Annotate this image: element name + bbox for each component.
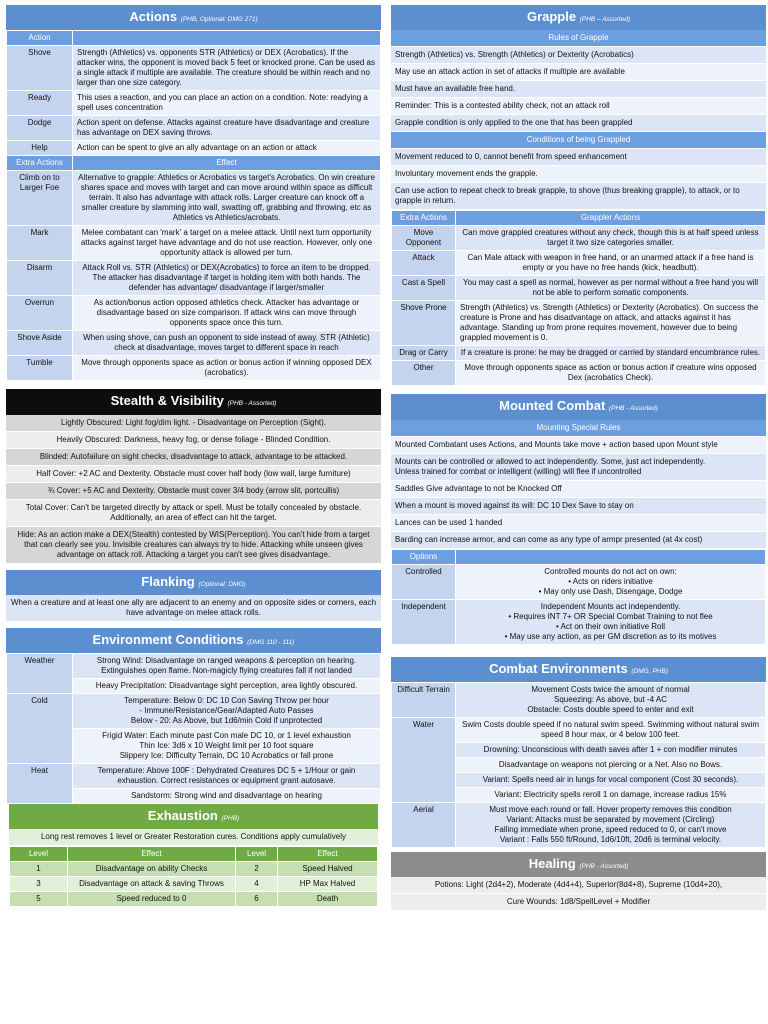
env-desc: Variant: Spells need air in lungs for vocal component (Cost 30 seconds). <box>456 772 766 787</box>
list-item: • May use any action, as per GM discretion as to its motives <box>460 632 761 642</box>
grapple-action-name: Shove Prone <box>392 301 456 346</box>
list-item: Mounted Combatant uses Actions, and Mounts take move + action based upon Mount style <box>391 437 766 454</box>
actions-header-action: Action <box>7 31 73 46</box>
table-row <box>392 251 766 276</box>
effect-cell: Speed reduced to 0 <box>68 892 236 907</box>
list-item: Lightly Obscured: Light fog/dim light. - Disadvantage on Perception (Sight). <box>6 415 381 432</box>
left-column <box>6 5 381 907</box>
stealth-section <box>6 389 381 563</box>
flanking-section <box>6 570 381 622</box>
env-desc: Frigid Water: Each minute past Con male DC 10, or 1 level exhaustion Thin Ice: 3d6 x 10 Weight limit per 10 foot square Slippery Ice: Difficulty Terrain, DC 10 Acrobatics or fall prone <box>73 729 381 764</box>
environment-table <box>6 653 381 804</box>
list-item: • Acts on riders initiative <box>460 577 761 587</box>
mounted-options-table <box>391 549 766 645</box>
combat-env-title: Combat Environments (DMG, PHB) <box>391 657 766 682</box>
table-row <box>392 226 766 251</box>
table-row <box>7 141 381 156</box>
effect-cell: Disadvantage on attack & saving Throws <box>68 877 236 892</box>
mounted-section <box>391 394 766 644</box>
list-item: Half Cover: +2 AC and Dexterity. Obstacle must cover half body (low wall, large furniture) <box>6 466 381 483</box>
grapple-rules-header: Rules of Grapple <box>391 30 766 47</box>
list-item: Blinded: Autofailure on sight checks, disadvantage to attack, advantage to be attacked. <box>6 449 381 466</box>
action-desc: Strength (Athletics) vs. opponents STR (Athletics) or DEX (Acrobatics). If the attacker wins, the opponent is moved back 5 feet or knocked prone. Can be used as a single attack if multiple are available. The creature should be within reach and no larger than one size category. <box>73 46 381 91</box>
table-row <box>392 564 766 599</box>
grapple-title: Grapple (PHB – Assorted) <box>391 5 766 30</box>
table-row <box>7 764 381 789</box>
env-desc: Swim Costs double speed if no natural swim speed. Swimming without natural swim speed 8 hour max, or 4 below 100 feet. <box>456 717 766 742</box>
effect-header: Effect <box>278 847 378 862</box>
option-lead: Controlled mounts do not act on own: <box>544 566 677 576</box>
effect-cell: Death <box>278 892 378 907</box>
list-item: Movement reduced to 0, cannot benefit from speed enhancement <box>391 149 766 166</box>
env-name: Cold <box>7 694 73 764</box>
table-row <box>10 892 378 907</box>
environment-section <box>6 628 381 804</box>
actions-title: Actions (PHB, Optional: DMG 271) <box>6 5 381 30</box>
actions-header-empty <box>73 31 381 46</box>
grapple-action-name: Other <box>392 361 456 386</box>
grapple-action-desc: Move through opponents space as action or bonus action if creature wins opposed Dex (acrobatics Check). <box>456 361 766 386</box>
effect-header: Effect <box>73 156 381 171</box>
extra-action-desc: As action/bonus action opposed athletics check. Attacker has advantage or disadvantage based on size comparison. If attack wins can move through opponents space once this turn. <box>73 296 381 331</box>
extra-action-desc: Move through opponents space as action or bonus action if winning opposed DEX (acrobatics). <box>73 356 381 381</box>
stealth-title: Stealth & Visibility (PHB - Assorted) <box>6 389 381 414</box>
table-row <box>392 717 766 742</box>
effect-header: Effect <box>68 847 236 862</box>
list-item: Hide: As an action make a DEX(Stealth) contested by WIS(Perception). You can't hide from a target that can clearly see you. Invisible creatures can always try to hide. Attacking while unseen gives advantage on attack roll. Attacking a target you can't see gives disadvantage. <box>6 527 381 564</box>
option-list <box>460 612 761 642</box>
env-desc: Variant: Electricity spells reroll 1 on damage, increase radius 15% <box>456 787 766 802</box>
table-row <box>392 599 766 644</box>
exhaustion-section <box>6 804 381 907</box>
option-desc <box>456 599 766 644</box>
list-item: • Act on their own initiative Roll <box>460 622 761 632</box>
options-header: Options <box>392 549 456 564</box>
extra-action-name: Disarm <box>7 261 73 296</box>
right-column <box>391 5 766 911</box>
action-name: Dodge <box>7 116 73 141</box>
extra-action-desc: Alternative to grapple: Athletics or Acrobatics vs target's Acrobatics. On win creature shares space and moves with target and can move around within space as difficult terrain. It also has advantage with attack rolls. Larger creature can knock off a smaller creature by slamming into wall, swatting off, grabbing and throwing, etc as Athletics vs Athletics/acrobats. <box>73 171 381 226</box>
list-item: • Requires INT 7+ OR Special Combat Training to not flee <box>460 612 761 622</box>
level-cell: 6 <box>236 892 278 907</box>
grapple-action-name: Attack <box>392 251 456 276</box>
combat-env-section <box>391 657 766 848</box>
list-item: Saddles Give advantage to not be Knocked Off <box>391 481 766 498</box>
level-cell: 2 <box>236 862 278 877</box>
table-row <box>7 116 381 141</box>
table-row <box>392 276 766 301</box>
extra-action-name: Tumble <box>7 356 73 381</box>
table-row <box>10 862 378 877</box>
extra-action-name: Climb on to Larger Foe <box>7 171 73 226</box>
table-row <box>7 91 381 116</box>
grapple-action-desc: If a creature is prone: he may be dragged or carried by standard encumbrance rules. <box>456 346 766 361</box>
list-item: Cure Wounds: 1d8/SpellLevel + Modifier <box>391 894 766 911</box>
list-item: Barding can increase armor, and can come as any type of armpr presented (at 4x cost) <box>391 532 766 549</box>
option-lead: Independent Mounts act independently. <box>540 601 681 611</box>
env-desc: Heavy Precipitation: Disadvantage sight perception, area lightly obscured. <box>73 679 381 694</box>
list-item: Reminder: This is a contested ability check, not an attack roll <box>391 98 766 115</box>
list-item: Total Cover: Can't be targeted directly by attack or spell. Must be totally concealed by obstacle. Additionally, an area of effect can hit the target. <box>6 500 381 527</box>
mounted-title: Mounted Combat (PHB - Assorted) <box>391 394 766 419</box>
extra-action-name: Overrun <box>7 296 73 331</box>
list-item: Involuntary movement ends the grapple. <box>391 166 766 183</box>
option-list <box>460 577 761 597</box>
list-item: Potions: Light (2d4+2), Moderate (4d4+4), Superior(8d4+8), Supreme (10d4+20), <box>391 877 766 894</box>
list-item: ¾ Cover: +5 AC and Dexterity. Obstacle must cover 3/4 body (arrow slit, portcullis) <box>6 483 381 500</box>
table-row <box>7 171 381 226</box>
action-name: Shove <box>7 46 73 91</box>
action-name: Help <box>7 141 73 156</box>
action-desc: Action can be spent to give an ally advantage on an action or attack <box>73 141 381 156</box>
healing-title: Healing (PHB - Assorted) <box>391 852 766 877</box>
table-row <box>392 346 766 361</box>
list-item: Mounts can be controlled or allowed to act independently. Some, just act independently. Unless trained for combat or intelligent (willing) will flee if uncontrolled <box>391 454 766 481</box>
list-item: Grapple condition is only applied to the one that has been grappled <box>391 115 766 132</box>
grapple-action-desc: Strength (Athletics) vs. Strength (Athletics) or Dexterity (Acrobatics). On success the creature is Prone and has disadvantage on attack, and attacks against it has advantage. Standing up from prone requires movement, however due to being grappled movement is 0. <box>456 301 766 346</box>
extra-action-desc: Attack Roll vs. STR (Athletics) or DEX(Acrobatics) to force an item to be dropped. The attacker has disadvantage if target is holding item with both hands. The defender has advantage/ disadvantage if larger/smaller <box>73 261 381 296</box>
table-row <box>7 46 381 91</box>
options-header-blank <box>456 549 766 564</box>
healing-section <box>391 852 766 911</box>
env-desc: Disadvantage on weapons not piercing or a Net. Also no Bows. <box>456 757 766 772</box>
list-item: • May only use Dash, Disengage, Dodge <box>460 587 761 597</box>
level-cell: 4 <box>236 877 278 892</box>
env-desc: Temperature: Above 100F : Dehydrated Creatures DC 5 + 1/Hour or gain exhaustion. Correct resistances or equipment grant autosave. <box>73 764 381 789</box>
grapple-action-desc: Can Male attack with weapon in free hand, or an unarmed attack if a free hand is empty or you have no free hands (kick, headbutt). <box>456 251 766 276</box>
option-desc <box>456 564 766 599</box>
env-name: Difficult Terrain <box>392 682 456 717</box>
extra-actions-header: Extra Actions <box>7 156 73 171</box>
table-row <box>7 694 381 729</box>
option-name: Controlled <box>392 564 456 599</box>
exhaustion-title: Exhaustion (PHB) <box>9 804 378 829</box>
list-item: May use an attack action in set of attacks if multiple are available <box>391 64 766 81</box>
extra-action-name: Mark <box>7 226 73 261</box>
level-header: Level <box>10 847 68 862</box>
extra-action-desc: Melee combatant can 'mark' a target on a melee attack. Until next turn opportunity attacks against target have advantage and do not use reaction. However, only one opportunity attack is allowed per turn. <box>73 226 381 261</box>
table-row <box>7 654 381 679</box>
list-item: Heavily Obscured: Darkness, heavy fog, or dense foliage - Blinded Condition. <box>6 432 381 449</box>
action-desc: Action spent on defense. Attacks against creature have disadvantage and creature has advantage on DEX saving throws. <box>73 116 381 141</box>
grapple-action-desc: Can move grappled creatures without any check, though this is at half speed unless target it two size categories smaller. <box>456 226 766 251</box>
env-name: Heat <box>7 764 73 804</box>
table-row <box>7 226 381 261</box>
mounted-rules-header: Mounting Special Rules <box>391 420 766 437</box>
table-row <box>7 261 381 296</box>
table-row <box>7 331 381 356</box>
level-cell: 5 <box>10 892 68 907</box>
table-row <box>7 296 381 331</box>
grapple-table <box>391 210 766 386</box>
grapple-action-name: Cast a Spell <box>392 276 456 301</box>
action-desc: This uses a reaction, and you can place an action on a condition. Note: readying a spell uses concentration <box>73 91 381 116</box>
grapple-section <box>391 5 766 386</box>
action-name: Ready <box>7 91 73 116</box>
effect-cell: Speed Halved <box>278 862 378 877</box>
grapple-conditions-header: Conditions of being Grappled <box>391 132 766 149</box>
table-row <box>392 802 766 847</box>
extra-action-name: Shove Aside <box>7 331 73 356</box>
actions-section <box>6 5 381 381</box>
option-name: Independent <box>392 599 456 644</box>
table-row <box>392 361 766 386</box>
level-cell: 1 <box>10 862 68 877</box>
table-row <box>7 356 381 381</box>
grapple-action-name: Move Opponent <box>392 226 456 251</box>
table-row <box>392 682 766 717</box>
flanking-text: When a creature and at least one ally are adjacent to an enemy and on opposite sides or corners, each have advantage on melee attack rolls. <box>6 595 381 622</box>
table-row <box>392 301 766 346</box>
env-name: Aerial <box>392 802 456 847</box>
env-desc: Drowning: Unconscious with death saves after 1 + con modifier minutes <box>456 742 766 757</box>
grappler-actions-header: Grappler Actions <box>456 211 766 226</box>
grapple-action-desc: You may cast a spell as normal, however as per normal without a free hand you will not be able to perform somatic components. <box>456 276 766 301</box>
table-row <box>10 877 378 892</box>
environment-title: Environment Conditions (DMG 110 - 111) <box>6 628 381 653</box>
effect-cell: HP Max Halved <box>278 877 378 892</box>
env-desc: Sandstorm: Strong wind and disadvantage on hearing <box>73 789 381 804</box>
effect-cell: Disadvantage on ability Checks <box>68 862 236 877</box>
env-desc: Must move each round or fall. Hover property removes this condition Variant: Attacks must be separated by movement (Circling) Falling immediate when prone, speed reduced to 0, or can't move Variant : Falls 550 ft/Round, 1d6/10ft, 20d6 is terminal velocity. <box>456 802 766 847</box>
extra-action-desc: When using shove, can push an opponent to side instead of away. STR (Athletic) check at disadvantage, moves target to different space in reach <box>73 331 381 356</box>
list-item: Lances can be used 1 handed <box>391 515 766 532</box>
grapple-action-name: Drag or Carry <box>392 346 456 361</box>
level-header: Level <box>236 847 278 862</box>
env-desc: Temperature: Below 0: DC 10 Con Saving Throw per hour - Immune/Resistance/Gear/Adapted Auto Passes Below - 20: As Above, but 1d6/min Cold if unprotected <box>73 694 381 729</box>
extra-actions-header: Extra Actions <box>392 211 456 226</box>
list-item: Strength (Athletics) vs. Strength (Athletics) or Dexterity (Acrobatics) <box>391 47 766 64</box>
list-item: Must have an available free hand. <box>391 81 766 98</box>
env-desc: Movement Costs twice the amount of normal Squeezing: As above, but -4 AC Obstacle: Costs double speed to enter and exit <box>456 682 766 717</box>
env-name: Water <box>392 717 456 802</box>
exhaustion-table <box>9 846 378 907</box>
env-desc: Strong Wind: Disadvantage on ranged weapons & perception on hearing. Extinguishes open flame. Non-magicly flying creatures fall if not landed <box>73 654 381 679</box>
combat-env-table <box>391 682 766 848</box>
env-name: Weather <box>7 654 73 694</box>
list-item: Can use action to repeat check to break grapple, to shove (thus breaking grapple), to attack, or to grapple in return. <box>391 183 766 210</box>
exhaustion-intro: Long rest removes 1 level or Greater Restoration cures. Conditions apply cumulatively <box>9 829 378 846</box>
level-cell: 3 <box>10 877 68 892</box>
flanking-title: Flanking (Optional: DMG) <box>6 570 381 595</box>
list-item: When a mount is moved against its will: DC 10 Dex Save to stay on <box>391 498 766 515</box>
actions-table <box>6 30 381 381</box>
